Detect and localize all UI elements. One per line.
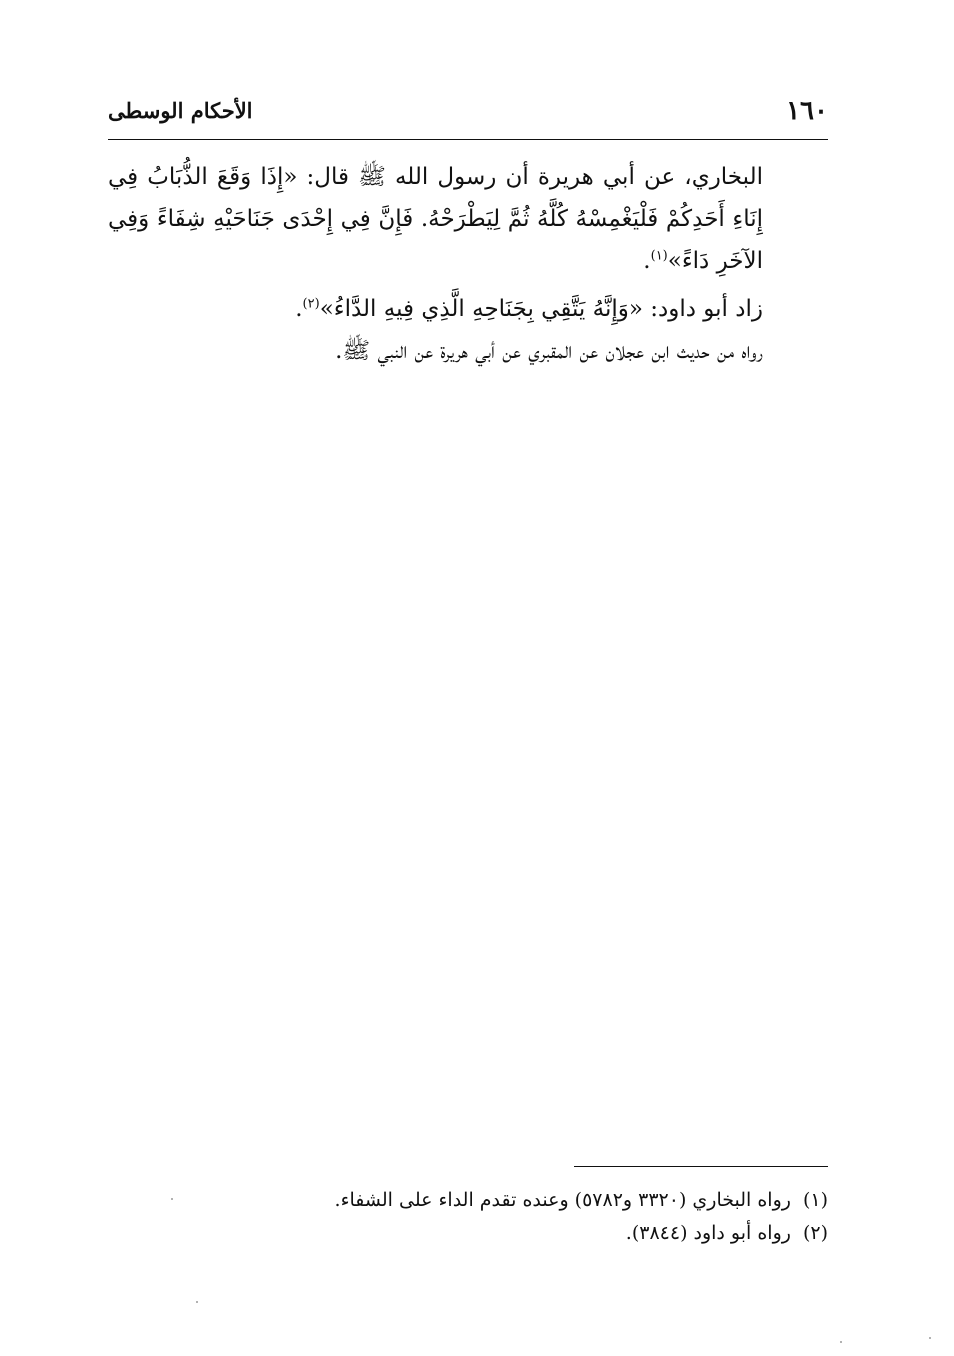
addition-text: زاد أبو داود: «وَإِنَّهُ يَتَّقِي بِجَنَاحِهِ الَّذِي فِيهِ الدَّاءُ» xyxy=(319,296,763,322)
page-header xyxy=(108,90,828,134)
footnote-text: رواه البخاري (٣٣٢٠ و٥٧٨٢) وعنده تقدم الداء على الشفاء. xyxy=(334,1189,791,1211)
hadith-text: البخاري، عن أبي هريرة أن رسول الله ﷺ قال: «إِذَا وَقَعَ الذُّبَابُ فِي إِنَاءِ أَحَدِكُمْ فَلْيَغْمِسْهُ كُلَّهُ ثُمَّ لِيَطْرَحْهُ. فَإِنَّ فِي إِحْدَى جَنَاحَيْهِ شِفَاءً وَفِي الآخَرِ دَاءً» xyxy=(108,164,763,274)
footnote-ref-1: (١) xyxy=(650,248,668,264)
footnote-number: (١) xyxy=(802,1189,828,1211)
addition-end-mark: . xyxy=(295,296,303,322)
footnote-text: رواه أبو داود (٣٨٤٤). xyxy=(625,1222,791,1244)
footnote-number: (٢) xyxy=(802,1222,828,1244)
scan-speck xyxy=(196,1301,198,1303)
footnote-rule xyxy=(574,1166,828,1167)
hadith-paragraph xyxy=(108,156,763,282)
scan-speck xyxy=(840,1341,842,1343)
page-number: ١٦٠ xyxy=(786,96,828,126)
footnote-2 xyxy=(200,1217,828,1250)
footnote-1 xyxy=(200,1184,828,1217)
header-rule xyxy=(108,139,828,140)
scan-speck xyxy=(171,1198,173,1200)
chain-note: رواه من حديث ابن عجلان عن المقبري عن أبي هريرة عن النبي ﷺ. xyxy=(335,338,763,364)
scan-speck xyxy=(929,1337,931,1339)
running-title: الأحكام الوسطى xyxy=(108,98,253,123)
main-text xyxy=(108,156,763,372)
footnote-ref-2: (٢) xyxy=(302,296,320,312)
footnotes xyxy=(200,1184,828,1250)
hadith-end-mark: . xyxy=(643,248,651,274)
abu-dawud-addition xyxy=(108,288,763,330)
